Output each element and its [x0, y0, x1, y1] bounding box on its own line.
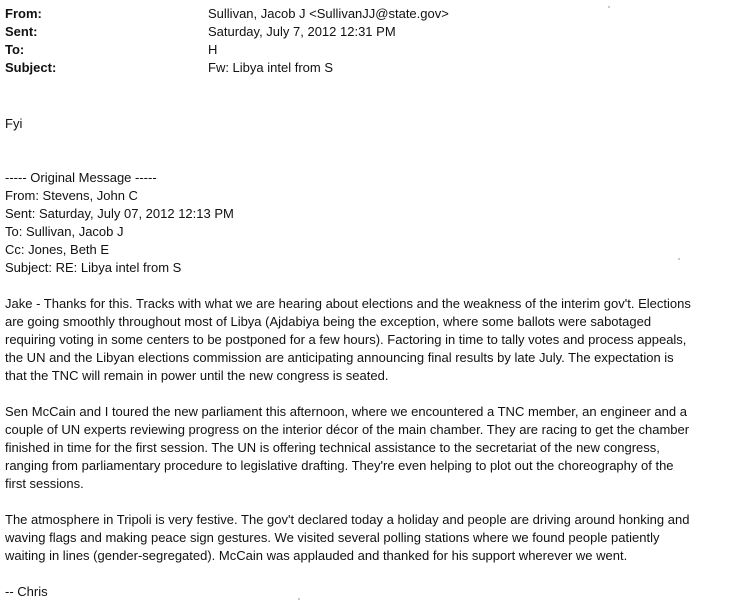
body-paragraph-3 — [5, 511, 723, 565]
to-value: H — [208, 42, 218, 57]
sent-label: Sent: — [5, 24, 38, 39]
paragraph-line: requiring voting in some centers to be postponed for a few hours). Factoring in time to tally votes and process appeals, — [5, 332, 687, 347]
body-paragraph-2 — [5, 403, 723, 493]
original-subject: Subject: RE: Libya intel from S — [5, 260, 182, 275]
original-sent: Sent: Saturday, July 07, 2012 12:13 PM — [5, 206, 234, 221]
header-sent-row — [5, 23, 705, 41]
scan-speck — [298, 598, 300, 600]
header-from-row — [5, 5, 705, 23]
original-to: To: Sullivan, Jacob J — [5, 224, 124, 239]
header-subject-row — [5, 59, 705, 77]
paragraph-line: ranging from parliamentary procedure to legislative drafting. They're even helping to plot out the choreography of the — [5, 458, 674, 473]
original-cc: Cc: Jones, Beth E — [5, 242, 110, 257]
original-from: From: Stevens, John C — [5, 188, 138, 203]
to-label: To: — [5, 42, 25, 57]
scan-speck — [678, 258, 680, 260]
body-paragraph-1 — [5, 295, 723, 385]
paragraph-line: the UN and the Libyan elections commission are anticipating announcing final results by late July. The expectation is — [5, 350, 674, 365]
paragraph-line: finished in time for the first session. The UN is offering technical assistance to the secretariat of the new congress, — [5, 440, 660, 455]
paragraph-line: Jake - Thanks for this. Tracks with what we are hearing about elections and the weakness of the interim gov't. Elections — [5, 296, 691, 311]
paragraph-line: are going smoothly throughout most of Libya (Ajdabiya being the exception, where some ballots were sabotaged — [5, 314, 652, 329]
signature: -- Chris — [5, 584, 48, 599]
from-label: From: — [5, 6, 42, 21]
greeting: Fyi — [5, 116, 23, 131]
paragraph-line: couple of UN experts reviewing progress on the interior décor of the main chamber. They are racing to get the chamber — [5, 422, 690, 437]
paragraph-line: The atmosphere in Tripoli is very festive. The gov't declared today a holiday and people are driving around honking and — [5, 512, 690, 527]
original-message-marker: ----- Original Message ----- — [5, 170, 157, 185]
paragraph-line: waiting in lines (gender-segregated). McCain was applauded and thanked for his support wherever we went. — [5, 548, 628, 563]
paragraph-line: Sen McCain and I toured the new parliament this afternoon, where we encountered a TNC member, an engineer and a — [5, 404, 687, 419]
paragraph-line: that the TNC will remain in power until the new congress is seated. — [5, 368, 389, 383]
subject-value: Fw: Libya intel from S — [208, 60, 333, 75]
paragraph-line: waving flags and making peace sign gestures. We visited several polling stations where we found people patiently — [5, 530, 660, 545]
header-to-row — [5, 41, 705, 59]
paragraph-line: first sessions. — [5, 476, 84, 491]
subject-label: Subject: — [5, 60, 57, 75]
scan-speck — [608, 6, 610, 8]
from-value: Sullivan, Jacob J <SullivanJJ@state.gov> — [208, 6, 449, 21]
sent-value: Saturday, July 7, 2012 12:31 PM — [208, 24, 396, 39]
